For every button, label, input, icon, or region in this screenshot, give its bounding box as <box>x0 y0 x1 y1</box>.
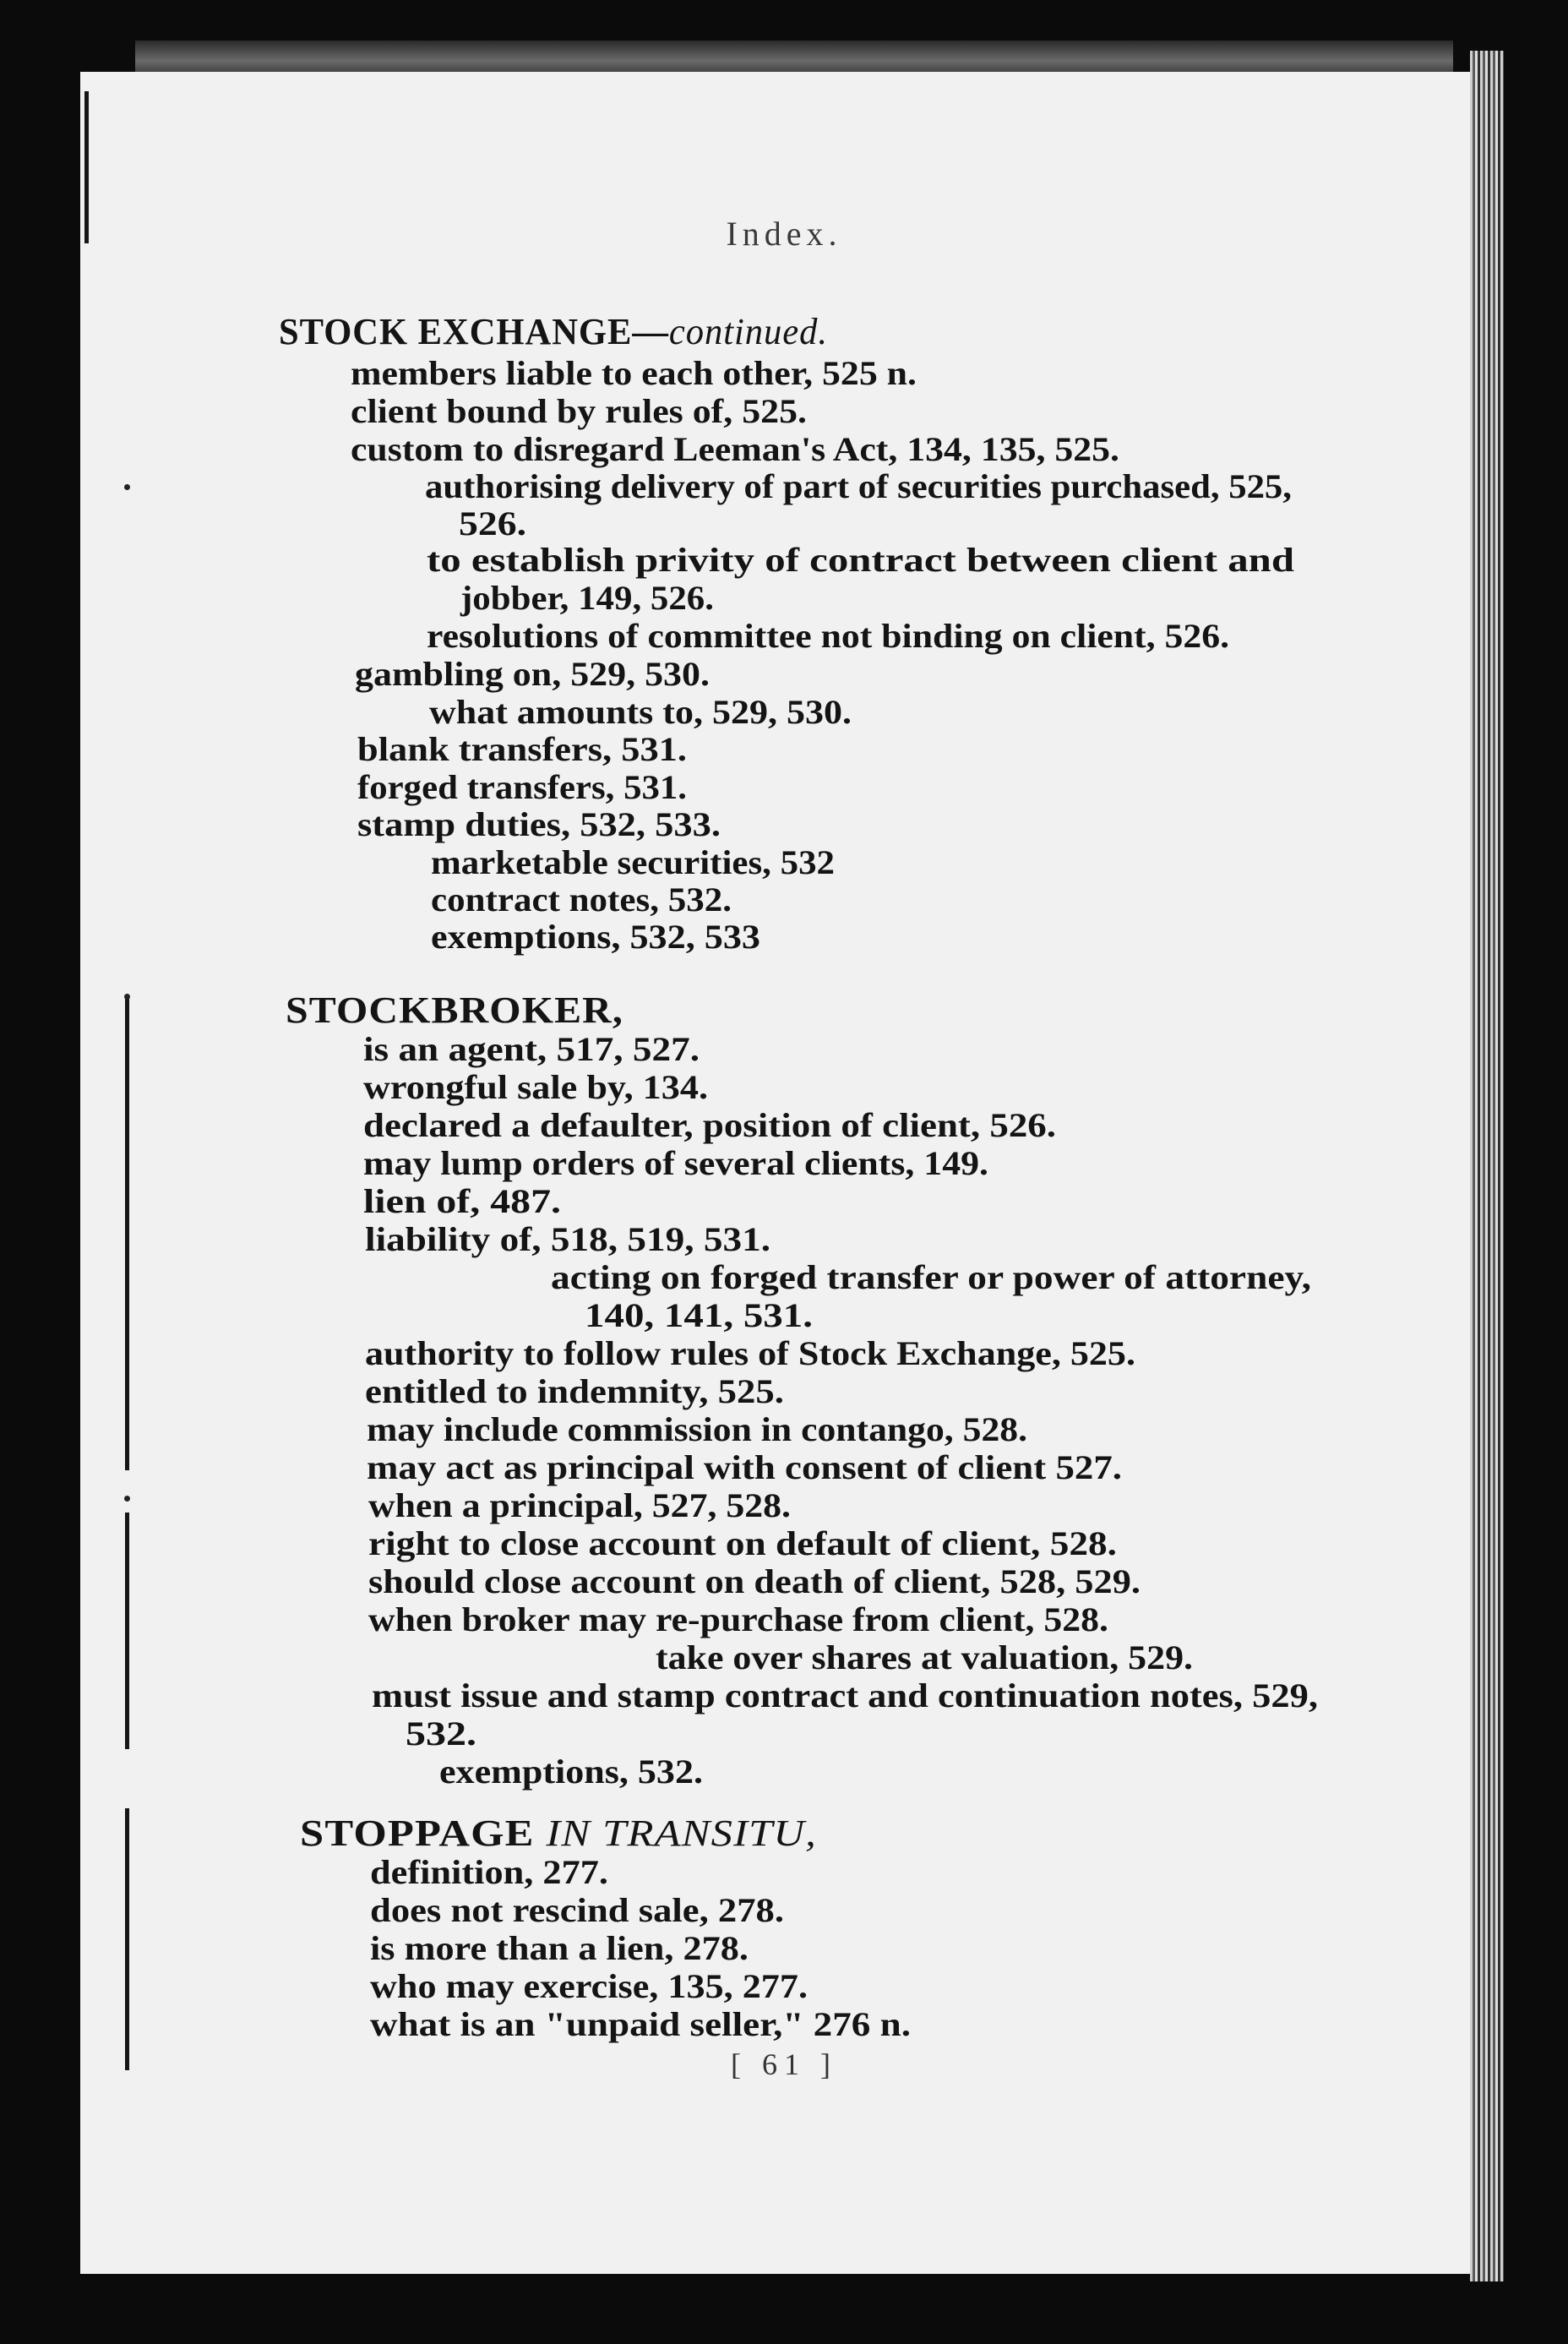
index-entry <box>406 1714 476 1753</box>
index-entry-text: 532. <box>406 1714 476 1753</box>
index-entry-text: 526. <box>459 504 526 542</box>
index-entry-text: to establish privity of contract between client and <box>427 541 1294 579</box>
index-entry <box>357 805 721 844</box>
page-number: [ 61 ] <box>731 2047 837 2081</box>
index-entry <box>439 1753 703 1791</box>
index-entry-text: contract notes, 532. <box>431 880 732 919</box>
index-entry-text: may include commission in contango, 528. <box>367 1410 1027 1448</box>
index-entry <box>427 617 1229 656</box>
index-heading-italic: continued. <box>668 311 828 352</box>
index-entry-text: right to close account on default of client, 528. <box>368 1524 1117 1562</box>
index-entry <box>431 880 732 919</box>
index-entry-text: lien of, 487. <box>363 1182 561 1220</box>
index-entry-text: marketable securities, 532 <box>431 843 835 881</box>
index-entry <box>351 354 917 393</box>
index-heading <box>279 313 828 352</box>
index-heading <box>286 991 623 1030</box>
index-entry <box>656 1638 1193 1677</box>
index-entry-text: exemptions, 532. <box>439 1753 703 1791</box>
index-entry <box>551 1258 1311 1297</box>
index-entry <box>372 1676 1318 1715</box>
index-entry-text: resolutions of committee not binding on client, 526. <box>427 617 1229 655</box>
index-entry-text: liability of, 518, 519, 531. <box>365 1220 770 1258</box>
index-entry <box>368 1486 791 1525</box>
index-entry <box>357 768 687 807</box>
index-entry <box>429 693 852 732</box>
index-entry-text: custom to disregard Leeman's Act, 134, 135, 525. <box>351 430 1119 468</box>
index-entry-text: stamp duties, 532, 533. <box>357 805 721 843</box>
index-entry-text: definition, 277. <box>370 1853 608 1891</box>
index-entry <box>365 1334 1135 1373</box>
index-entry <box>370 1929 749 1968</box>
scan-top-edge <box>135 41 1453 74</box>
index-entry-text: is more than a lien, 278. <box>370 1929 749 1967</box>
index-entry-text: should close account on death of client, 528, 529. <box>368 1562 1141 1600</box>
index-entry <box>355 655 710 694</box>
index-entry-text: who may exercise, 135, 277. <box>370 1967 808 2005</box>
index-entry <box>431 918 760 957</box>
index-entry-text: authorising delivery of part of securities purchased, 525, <box>425 467 1292 505</box>
index-entry-text: members liable to each other, 525 n. <box>351 354 917 392</box>
index-entry-text: wrongful sale by, 134. <box>363 1068 708 1106</box>
margin-mark <box>125 1808 129 2070</box>
index-entry <box>367 1448 1122 1487</box>
index-entry <box>357 730 687 769</box>
index-entry <box>425 467 1292 506</box>
index-entry <box>370 2005 911 2044</box>
index-entry <box>363 1144 988 1183</box>
index-entry-text: forged transfers, 531. <box>357 768 687 806</box>
index-entry <box>363 1030 700 1069</box>
index-entry-text: STOCK EXCHANGE— <box>279 311 669 352</box>
index-entry-text: client bound by rules of, 525. <box>351 392 807 430</box>
index-entry-text: take over shares at valuation, 529. <box>656 1638 1193 1676</box>
margin-mark <box>125 997 129 1470</box>
page-edge-shadow <box>1470 51 1504 2281</box>
margin-dot <box>124 994 130 1000</box>
index-entry-text: authority to follow rules of Stock Exchange, 525. <box>365 1334 1135 1372</box>
index-entry <box>368 1524 1117 1563</box>
index-entry-text: is an agent, 517, 527. <box>363 1030 700 1068</box>
index-entry-text: what is an "unpaid seller," 276 n. <box>370 2005 911 2043</box>
index-entry <box>363 1068 708 1107</box>
index-entry <box>427 541 1294 580</box>
margin-mark <box>125 1513 129 1749</box>
index-entry-text: declared a defaulter, position of client, 526. <box>363 1106 1056 1144</box>
index-entry <box>351 430 1119 469</box>
index-entry-text: must issue and stamp contract and continuation notes, 529, <box>372 1676 1318 1714</box>
index-entry <box>368 1562 1141 1601</box>
margin-dot <box>124 1496 130 1502</box>
index-entry-text: does not rescind sale, 278. <box>370 1891 784 1929</box>
index-entry <box>459 504 526 543</box>
index-entry <box>368 1600 1108 1639</box>
index-entry-text: what amounts to, 529, 530. <box>429 693 852 731</box>
index-entry <box>370 1853 608 1892</box>
index-entry <box>363 1106 1056 1145</box>
index-entry-text: STOPPAGE <box>300 1813 547 1854</box>
index-entry-text: jobber, 149, 526. <box>460 579 714 617</box>
index-entry <box>460 579 714 618</box>
index-entry-text: when broker may re-purchase from client, 528. <box>368 1600 1108 1638</box>
index-entry-text: blank transfers, 531. <box>357 730 687 768</box>
index-entry <box>585 1296 813 1335</box>
index-entry <box>351 392 807 431</box>
index-heading-italic: IN TRANSITU, <box>546 1813 817 1854</box>
index-entry-text: entitled to indemnity, 525. <box>365 1372 784 1410</box>
index-entry <box>363 1182 561 1221</box>
running-head: Index. <box>726 215 842 253</box>
index-entry <box>365 1220 770 1259</box>
index-entry <box>367 1410 1027 1449</box>
margin-dot <box>124 484 130 490</box>
index-entry <box>431 843 835 882</box>
index-entry-text: STOCKBROKER, <box>286 989 623 1031</box>
index-entry <box>370 1891 784 1930</box>
index-entry-text: may lump orders of several clients, 149. <box>363 1144 988 1182</box>
index-entry-text: exemptions, 532, 533 <box>431 918 760 956</box>
index-entry-text: gambling on, 529, 530. <box>355 655 710 693</box>
index-entry <box>365 1372 784 1411</box>
index-entry-text: may act as principal with consent of client 527. <box>367 1448 1122 1486</box>
index-entry-text: when a principal, 527, 528. <box>368 1486 791 1524</box>
index-entry-text: acting on forged transfer or power of attorney, <box>551 1258 1311 1296</box>
index-entry-text: 140, 141, 531. <box>585 1296 813 1334</box>
index-heading <box>300 1814 817 1853</box>
index-entry <box>370 1967 808 2006</box>
